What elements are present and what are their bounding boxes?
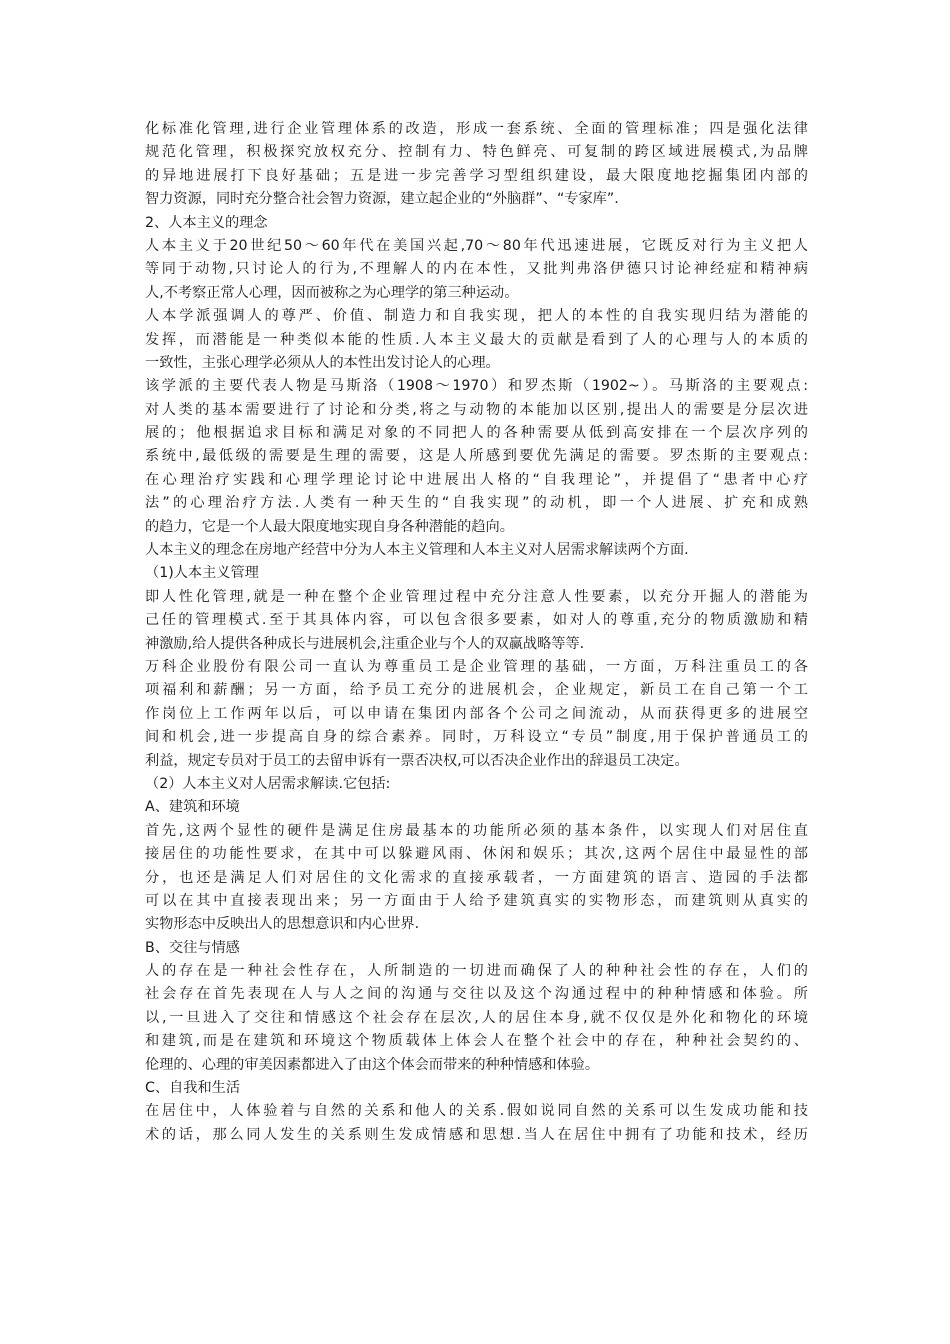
text-line: 展的；他根据追求目标和满足对象的不同把人的各种需要从低到高安排在一个层次序列的 [145,425,808,442]
text-line: 人本主义于20世纪50～60年代在美国兴起,70～80年代迅速进展，它既反对行为主义把人 [145,237,808,254]
text-line: 分，也还是满足人们对居住的文化需求的直接承载者，一方面建筑的语言、造园的手法都 [145,869,808,886]
text-line: 首先,这两个显性的硬件是满足住房最基本的功能所必须的基本条件，以实现人们对居住直 [145,822,808,839]
text-line: 以,一旦进入了交往和情感这个社会存在层次,人的居住本身,就不仅仅是外化和物化的环境 [145,1009,808,1026]
text-line: 发挥，而潜能是一种类似本能的性质.人本主义最大的贡献是看到了人的心理与人的本质的 [145,331,808,348]
text-line: 规范化管理，积极探究放权充分、控制有力、特色鲜亮、可复制的跨区域进展模式,为品牌 [145,144,808,161]
text-line: 利益，规定专员对于员工的去留申诉有一票否决权,可以否决企业作出的辞退员工决定。 [145,752,689,769]
text-line: 间和机会,进一步提高自身的综合素养。同时，万科设立“专员”制度,用于保护普通员工的 [145,729,808,746]
text-line: 的异地进展打下良好基础；五是进一步完善学习型组织建设，最大限度地挖掘集团内部的 [145,167,808,184]
text-line: 等同于动物,只讨论人的行为,不理解人的内在本性，又批判弗洛伊德只讨论神经症和精神病 [145,261,808,278]
text-line: 的趋力，它是一个人最大限度地实现自身各种潜能的趋向。 [145,518,514,535]
text-line: 神激励,给人提供各种成长与进展机会,注重企业与个人的双赢战略等等. [145,635,585,652]
text-line: 即人性化管理,就是一种在整个企业管理过程中充分注意人性要素，以充分开掘人的潜能为 [145,588,808,605]
text-line: 实物形态中反映出人的思想意识和内心世界. [145,916,420,933]
text-line: 在居住中，人体验着与自然的关系和他人的关系.假如说同自然的关系可以生发成功能和技 [145,1103,808,1120]
text-line: 法”的心理治疗方法.人类有一种天生的“自我实现”的动机，即一个人进展、扩充和成熟 [145,495,808,512]
text-line: 系统中,最低级的需要是生理的需要，这是人所感到要优先满足的需要。罗杰斯的主要观点: [145,448,808,465]
text-line: 一致性，主张心理学必须从人的本性出发讨论人的心理。 [145,354,500,371]
text-line: 智力资源，同时充分整合社会智力资源，建立起企业的“外脑群”、“专家库”. [145,191,619,208]
text-line: 己任的管理模式.至于其具体内容，可以包含很多要素，如对人的尊重,充分的物质激励和精 [145,612,808,629]
text-line: 可以在其中直接表现出来；另一方面由于人给予建筑真实的实物形态，而建筑则从真实的 [145,892,808,909]
text-line: 万科企业股份有限公司一直认为尊重员工是企业管理的基础，一方面，万科注重员工的各 [145,658,808,675]
text-line: 人本主义的理念在房地产经营中分为人本主义管理和人本主义对人居需求解读两个方面. [145,542,689,559]
text-line: 和建筑,而是在建筑和环境这个物质载体上体会人在整个社会中的存在，种种社会契约的、 [145,1033,808,1050]
document-page [145,118,808,1147]
text-line: （1)人本主义管理 [145,565,259,582]
text-line: 术的话，那么同人发生的关系则生发成情感和思想.当人在居住中拥有了功能和技术，经历 [145,1126,808,1143]
text-line: 人的存在是一种社会性存在，人所制造的一切进而确保了人的种种社会性的存在，人们的 [145,963,808,980]
text-line: 接居住的功能性要求，在其中可以躲避风雨、休闲和娱乐；其次,这两个居住中最显性的部 [145,846,808,863]
text-line: 社会存在首先表现在人与人之间的沟通与交往以及这个沟通过程中的种种情感和体验。所 [145,986,808,1003]
text-line: 项福利和薪酬；另一方面，给予员工充分的进展机会，企业规定，新员工在自己第一个工 [145,682,808,699]
text-line: C、自我和生活 [145,1080,241,1097]
text-line: 人本学派强调人的尊严、价值、制造力和自我实现，把人的本性的自我实现归结为潜能的 [145,308,808,325]
text-line: 对人类的基本需要进行了讨论和分类,将之与动物的本能加以区别,提出人的需要是分层次进 [145,401,808,418]
text-line: （2）人本主义对人居需求解读.它包括: [145,775,391,792]
text-line: 伦理的、心理的审美因素都进入了由这个体会而带来的种种情感和体验。 [145,1056,600,1073]
text-line: 该学派的主要代表人物是马斯洛（1908～1970）和罗杰斯（1902~）。马斯洛的主要观点: [145,378,808,395]
text-line: 人,不考察正常人心理，因而被称之为心理学的第三种运动。 [145,284,519,301]
text-line: 化标准化管理,进行企业管理体系的改造，形成一套系统、全面的管理标准；四是强化法律 [145,121,808,137]
text-line: 在心理治疗实践和心理学理论讨论中进展出人格的“自我理论”，并提倡了“患者中心疗 [145,471,808,488]
text-line: B、交往与情感 [145,939,240,956]
text-line: A、建筑和环境 [145,799,240,816]
text-line: 2、人本主义的理念 [145,214,268,231]
text-line: 作岗位上工作两年以后，可以申请在集团内部各个公司之间流动，从而获得更多的进展空 [145,705,808,722]
